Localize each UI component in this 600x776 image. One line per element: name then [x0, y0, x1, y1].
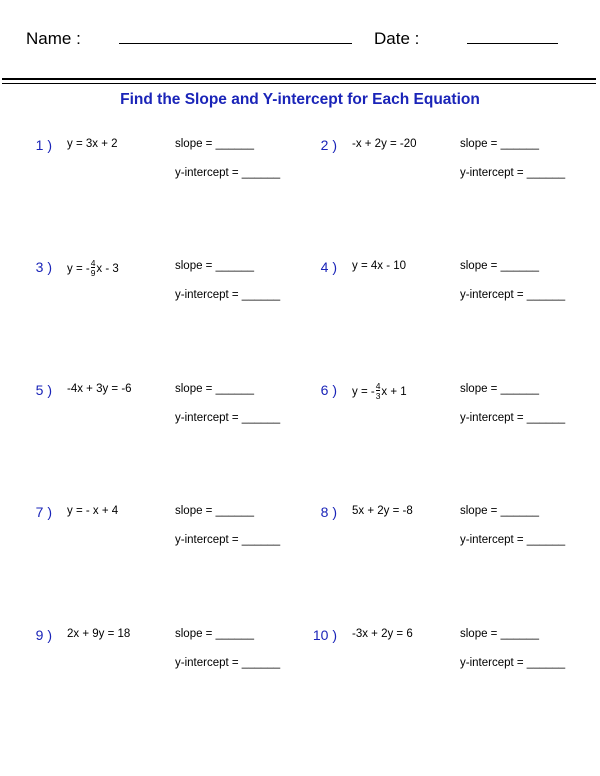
name-label: Name : — [26, 29, 81, 48]
problem-7 — [12, 504, 302, 564]
slope-answer[interactable]: slope = ______ — [175, 138, 254, 150]
problem-10 — [297, 627, 587, 687]
yintercept-answer[interactable]: y-intercept = ______ — [460, 657, 566, 669]
problem-3 — [12, 259, 302, 319]
equation-text: y = - x + 4 — [67, 505, 119, 517]
problem-number: 7 ) — [35, 504, 52, 520]
fraction — [91, 259, 96, 277]
name-blank-line[interactable] — [119, 43, 352, 44]
problem-number: 10 ) — [312, 627, 337, 643]
problem-8 — [297, 504, 587, 564]
problem-1 — [12, 137, 302, 197]
slope-answer[interactable]: slope = ______ — [460, 505, 539, 517]
slope-answer[interactable]: slope = ______ — [460, 260, 539, 272]
slope-answer[interactable]: slope = ______ — [175, 383, 254, 395]
equation-text: -3x + 2y = 6 — [352, 628, 413, 640]
equation — [352, 260, 406, 272]
equation — [352, 628, 413, 640]
equation-text: y = 4x - 10 — [352, 260, 407, 272]
equation-text-after: x + 1 — [381, 386, 407, 399]
equation — [67, 505, 118, 517]
slope-answer[interactable]: slope = ______ — [460, 628, 539, 640]
equation — [67, 260, 119, 278]
equation-text: y = 3x + 2 — [67, 138, 118, 150]
equation — [67, 383, 132, 395]
problem-5 — [12, 382, 302, 442]
equation-text: -4x + 3y = -6 — [67, 383, 132, 395]
yintercept-answer[interactable]: y-intercept = ______ — [175, 657, 281, 669]
equation — [352, 383, 407, 401]
equation-text: 2x + 9y = 18 — [67, 628, 131, 640]
problem-number: 6 ) — [320, 382, 337, 398]
slope-answer[interactable]: slope = ______ — [175, 260, 254, 272]
date-label: Date : — [374, 29, 420, 48]
yintercept-answer[interactable]: y-intercept = ______ — [460, 534, 566, 546]
worksheet-title: Find the Slope and Y-intercept for Each Equation — [120, 91, 480, 108]
problem-6 — [297, 382, 587, 442]
fraction-numerator: 4 — [375, 381, 381, 391]
problem-number: 3 ) — [35, 259, 52, 275]
equation-text: -x + 2y = -20 — [352, 138, 417, 150]
problem-number: 8 ) — [320, 504, 337, 520]
problem-4 — [297, 259, 587, 319]
header-divider-thin — [2, 83, 596, 84]
yintercept-answer[interactable]: y-intercept = ______ — [175, 167, 281, 179]
problem-number: 4 ) — [320, 259, 337, 275]
problem-number: 9 ) — [35, 627, 52, 643]
equation-text-before: y = - — [352, 386, 375, 399]
header-divider-thick — [2, 78, 596, 80]
slope-answer[interactable]: slope = ______ — [460, 138, 539, 150]
equation — [352, 138, 417, 150]
equation-text-after: x - 3 — [96, 263, 119, 276]
slope-answer[interactable]: slope = ______ — [175, 505, 254, 517]
problem-number: 1 ) — [35, 137, 52, 153]
slope-answer[interactable]: slope = ______ — [460, 383, 539, 395]
problem-9 — [12, 627, 302, 687]
fraction-denominator: 3 — [375, 391, 381, 401]
fraction — [376, 382, 381, 400]
problem-number: 5 ) — [35, 382, 52, 398]
problem-2 — [297, 137, 587, 197]
slope-answer[interactable]: slope = ______ — [175, 628, 254, 640]
yintercept-answer[interactable]: y-intercept = ______ — [460, 167, 566, 179]
problem-number: 2 ) — [320, 137, 337, 153]
equation-text: 5x + 2y = -8 — [352, 505, 413, 517]
equation — [352, 505, 413, 517]
fraction-numerator: 4 — [90, 258, 96, 268]
equation-text-before: y = - — [67, 263, 90, 276]
yintercept-answer[interactable]: y-intercept = ______ — [175, 412, 281, 424]
yintercept-answer[interactable]: y-intercept = ______ — [460, 412, 566, 424]
yintercept-answer[interactable]: y-intercept = ______ — [175, 534, 281, 546]
equation — [67, 628, 130, 640]
fraction-denominator: 9 — [90, 268, 96, 278]
equation — [67, 138, 118, 150]
yintercept-answer[interactable]: y-intercept = ______ — [460, 289, 566, 301]
yintercept-answer[interactable]: y-intercept = ______ — [175, 289, 281, 301]
date-blank-line[interactable] — [467, 43, 558, 44]
